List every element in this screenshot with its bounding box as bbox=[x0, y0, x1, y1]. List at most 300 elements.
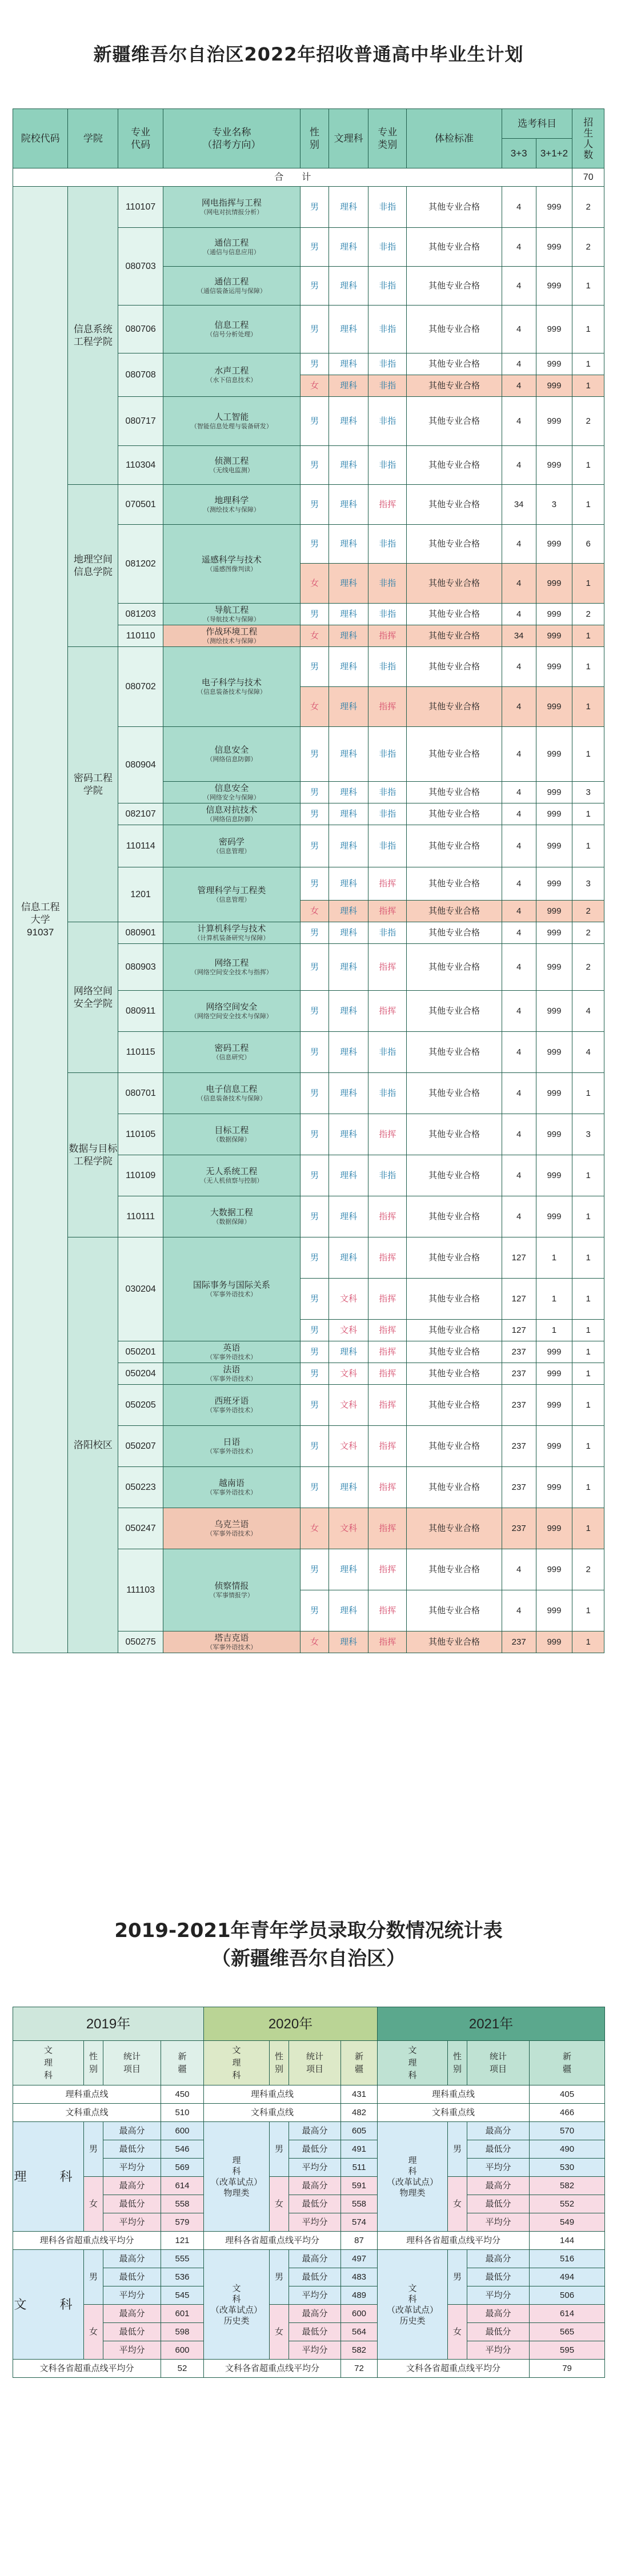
gender-cell: 男 bbox=[300, 1114, 328, 1155]
exam-standard-cell: 其他专业合格 bbox=[407, 1073, 502, 1114]
arts-label: 文 科 bbox=[13, 2250, 84, 2360]
stat-value: 601 bbox=[161, 2305, 204, 2323]
subject-cell: 理科 bbox=[329, 187, 368, 228]
gender-cell: 男 bbox=[300, 782, 328, 803]
gender-cell: 男 bbox=[300, 397, 328, 446]
major-name-cell: 信息工程 （信号分析处理） bbox=[163, 306, 300, 353]
subject-3-1-2-cell: 999 bbox=[536, 901, 572, 922]
gender-cell: 男 bbox=[300, 306, 328, 353]
stat-label: 最高分 bbox=[467, 2177, 530, 2195]
header-gender: 性 别 bbox=[300, 109, 328, 168]
exam-standard-cell: 其他专业合格 bbox=[407, 1032, 502, 1073]
subject-3-1-2-cell: 999 bbox=[536, 687, 572, 727]
subject-3-3-cell: 237 bbox=[502, 1363, 536, 1385]
subject-3-3-cell: 237 bbox=[502, 1426, 536, 1467]
stat-value: 552 bbox=[530, 2195, 605, 2213]
major-code-cell: 110114 bbox=[118, 825, 163, 867]
gender-cell: 男 bbox=[300, 1155, 328, 1196]
college-cell: 地理空间 信息学院 bbox=[68, 485, 118, 647]
category-cell: 指挥 bbox=[368, 1196, 407, 1237]
stat-value: 536 bbox=[161, 2268, 204, 2286]
subject-3-3-cell: 4 bbox=[502, 1032, 536, 1073]
science-key-line-label: 理科重点线 bbox=[378, 2085, 530, 2104]
subject-cell: 理科 bbox=[329, 625, 368, 647]
subject-3-1-2-cell: 999 bbox=[536, 306, 572, 353]
quota-cell: 2 bbox=[572, 604, 604, 625]
college-cell: 洛阳校区 bbox=[68, 1237, 118, 1653]
category-cell: 指挥 bbox=[368, 901, 407, 922]
female-label: 女 bbox=[84, 2305, 103, 2360]
major-name-cell: 信息安全 （网络安全与保障） bbox=[163, 782, 300, 803]
plan-row bbox=[13, 1073, 604, 1114]
subject-3-1-2-cell: 999 bbox=[536, 944, 572, 991]
stat-value: 598 bbox=[161, 2323, 204, 2341]
major-code-cell: 030204 bbox=[118, 1237, 163, 1341]
subject-cell: 理科 bbox=[329, 991, 368, 1032]
category-cell: 非指 bbox=[368, 922, 407, 944]
major-name-cell: 遥感科学与技术 （遥感图像判读） bbox=[163, 525, 300, 604]
subject-3-3-cell: 4 bbox=[502, 267, 536, 306]
stat-value: 549 bbox=[530, 2213, 605, 2232]
exam-standard-cell: 其他专业合格 bbox=[407, 825, 502, 867]
quota-cell: 2 bbox=[572, 922, 604, 944]
science-over-label: 理科各省超重点线平均分 bbox=[378, 2232, 530, 2250]
male-label: 男 bbox=[84, 2122, 103, 2177]
subject-cell: 理科 bbox=[329, 1631, 368, 1653]
subject-3-1-2-cell: 999 bbox=[536, 1155, 572, 1196]
major-name-cell: 大数据工程 （数据保障） bbox=[163, 1196, 300, 1237]
subject-3-1-2-cell: 999 bbox=[536, 1467, 572, 1508]
subject-cell: 理科 bbox=[329, 397, 368, 446]
major-name-cell: 网络工程 （网络空间安全技术与指挥） bbox=[163, 944, 300, 991]
major-code-cell: 080706 bbox=[118, 306, 163, 353]
arts-key-line-value: 466 bbox=[530, 2104, 605, 2122]
stat-value: 511 bbox=[341, 2159, 378, 2177]
exam-standard-cell: 其他专业合格 bbox=[407, 867, 502, 901]
subject-3-3-cell: 4 bbox=[502, 1196, 536, 1237]
category-cell: 非指 bbox=[368, 446, 407, 485]
gender-cell: 男 bbox=[300, 991, 328, 1032]
stat-label: 最高分 bbox=[103, 2177, 161, 2195]
major-name-cell: 电子信息工程 （信息装备技术与保障） bbox=[163, 1073, 300, 1114]
gender-cell: 男 bbox=[300, 944, 328, 991]
science-over-value: 87 bbox=[341, 2232, 378, 2250]
science-over-value: 121 bbox=[161, 2232, 204, 2250]
category-cell: 指挥 bbox=[368, 1426, 407, 1467]
gender-cell: 男 bbox=[300, 446, 328, 485]
quota-cell: 1 bbox=[572, 446, 604, 485]
subject-3-1-2-cell: 999 bbox=[536, 1508, 572, 1549]
major-name-cell: 导航工程 （导航技术与保障） bbox=[163, 604, 300, 625]
stat-label: 最高分 bbox=[289, 2250, 341, 2268]
subject-cell: 理科 bbox=[329, 803, 368, 825]
stat-value: 546 bbox=[161, 2140, 204, 2159]
quota-cell: 1 bbox=[572, 1590, 604, 1631]
gender-cell: 女 bbox=[300, 564, 328, 604]
category-cell: 指挥 bbox=[368, 687, 407, 727]
major-code-cell: 080702 bbox=[118, 647, 163, 727]
category-cell: 指挥 bbox=[368, 1237, 407, 1279]
quota-cell: 3 bbox=[572, 782, 604, 803]
category-cell: 非指 bbox=[368, 604, 407, 625]
category-cell: 指挥 bbox=[368, 1549, 407, 1590]
subject-3-3-cell: 4 bbox=[502, 782, 536, 803]
major-code-cell: 082107 bbox=[118, 803, 163, 825]
stat-label: 最高分 bbox=[103, 2305, 161, 2323]
arts-over-value: 52 bbox=[161, 2360, 204, 2378]
quota-cell: 3 bbox=[572, 1114, 604, 1155]
subject-cell: 文科 bbox=[329, 1320, 368, 1341]
male-label: 男 bbox=[270, 2122, 289, 2177]
subject-cell: 理科 bbox=[329, 1196, 368, 1237]
gender-cell: 女 bbox=[300, 375, 328, 397]
subject-3-3-cell: 34 bbox=[502, 625, 536, 647]
gender-cell: 男 bbox=[300, 1320, 328, 1341]
subject-3-3-cell: 4 bbox=[502, 901, 536, 922]
subject-3-3-cell: 4 bbox=[502, 1590, 536, 1631]
major-code-cell: 080703 bbox=[118, 228, 163, 306]
year-2019-header: 2019年 bbox=[13, 2007, 204, 2041]
major-name-cell: 密码工程 （信息研究） bbox=[163, 1032, 300, 1073]
arts-key-line-label: 文科重点线 bbox=[13, 2104, 161, 2122]
quota-cell: 2 bbox=[572, 1549, 604, 1590]
plan-row bbox=[13, 922, 604, 944]
quota-cell: 2 bbox=[572, 944, 604, 991]
major-name-cell: 法语 （军事外语技术） bbox=[163, 1363, 300, 1385]
category-cell: 非指 bbox=[368, 187, 407, 228]
major-name-cell: 乌克兰语 （军事外语技术） bbox=[163, 1508, 300, 1549]
major-name-cell: 电子科学与技术 （信息装备技术与保障） bbox=[163, 647, 300, 727]
quota-cell: 1 bbox=[572, 306, 604, 353]
stat-label: 平均分 bbox=[103, 2341, 161, 2360]
exam-standard-cell: 其他专业合格 bbox=[407, 187, 502, 228]
female-label: 女 bbox=[84, 2177, 103, 2232]
plan-row bbox=[13, 187, 604, 228]
subject-cell: 理科 bbox=[329, 867, 368, 901]
subject-3-1-2-cell: 999 bbox=[536, 228, 572, 267]
exam-standard-cell: 其他专业合格 bbox=[407, 625, 502, 647]
arts-over-label: 文科各省超重点线平均分 bbox=[378, 2360, 530, 2378]
gender-cell: 男 bbox=[300, 1590, 328, 1631]
exam-standard-cell: 其他专业合格 bbox=[407, 564, 502, 604]
major-name-cell: 侦测工程 （无线电监测） bbox=[163, 446, 300, 485]
exam-standard-cell: 其他专业合格 bbox=[407, 687, 502, 727]
stat-label: 平均分 bbox=[289, 2213, 341, 2232]
stat-label: 最高分 bbox=[289, 2305, 341, 2323]
stat-label: 最低分 bbox=[103, 2195, 161, 2213]
category-cell: 指挥 bbox=[368, 1385, 407, 1426]
subject-cell: 理科 bbox=[329, 687, 368, 727]
stat-value: 600 bbox=[341, 2305, 378, 2323]
gender-cell: 男 bbox=[300, 485, 328, 525]
item-header: 统计 项目 bbox=[467, 2041, 530, 2085]
exam-standard-cell: 其他专业合格 bbox=[407, 647, 502, 687]
category-cell: 非指 bbox=[368, 267, 407, 306]
header-quota: 招 生 人 数 bbox=[572, 109, 604, 168]
subject-3-1-2-cell: 999 bbox=[536, 353, 572, 375]
total-value: 70 bbox=[572, 168, 604, 187]
xj-header: 新 疆 bbox=[341, 2041, 378, 2085]
subject-cell: 理科 bbox=[329, 525, 368, 564]
subject-cell: 理科 bbox=[329, 825, 368, 867]
subject-3-1-2-cell: 999 bbox=[536, 1631, 572, 1653]
header-subject-type: 文理科 bbox=[329, 109, 368, 168]
category-cell: 非指 bbox=[368, 375, 407, 397]
quota-cell: 1 bbox=[572, 1426, 604, 1467]
school-cell: 信息工程 大学 91037 bbox=[13, 187, 68, 1653]
category-cell: 非指 bbox=[368, 825, 407, 867]
subject-3-1-2-cell: 999 bbox=[536, 625, 572, 647]
gender-cell: 男 bbox=[300, 803, 328, 825]
subject-3-3-cell: 4 bbox=[502, 922, 536, 944]
quota-cell: 1 bbox=[572, 625, 604, 647]
quota-cell: 2 bbox=[572, 901, 604, 922]
subject-3-3-cell: 4 bbox=[502, 1073, 536, 1114]
science-key-line-value: 450 bbox=[161, 2085, 204, 2104]
subject-cell: 文科 bbox=[329, 1279, 368, 1320]
arts-over-value: 79 bbox=[530, 2360, 605, 2378]
stat-value: 491 bbox=[341, 2140, 378, 2159]
science-key-line-label: 理科重点线 bbox=[204, 2085, 341, 2104]
male-label: 男 bbox=[84, 2250, 103, 2305]
header-major-code: 专业 代码 bbox=[118, 109, 163, 168]
major-code-cell: 080708 bbox=[118, 353, 163, 397]
quota-cell: 1 bbox=[572, 1467, 604, 1508]
gender-cell: 男 bbox=[300, 228, 328, 267]
stat-label: 平均分 bbox=[467, 2159, 530, 2177]
gender-cell: 男 bbox=[300, 187, 328, 228]
subject-cell: 理科 bbox=[329, 446, 368, 485]
subject-3-3-cell: 4 bbox=[502, 446, 536, 485]
exam-standard-cell: 其他专业合格 bbox=[407, 1549, 502, 1590]
science-over-label: 理科各省超重点线平均分 bbox=[204, 2232, 341, 2250]
stat-value: 490 bbox=[530, 2140, 605, 2159]
quota-cell: 1 bbox=[572, 1385, 604, 1426]
major-name-cell: 网络空间安全 （网络空间安全技术与保障） bbox=[163, 991, 300, 1032]
arts-over-value: 72 bbox=[341, 2360, 378, 2378]
subject-cell: 理科 bbox=[329, 1073, 368, 1114]
subject-3-1-2-cell: 999 bbox=[536, 267, 572, 306]
stat-label: 平均分 bbox=[467, 2341, 530, 2360]
exam-standard-cell: 其他专业合格 bbox=[407, 228, 502, 267]
category-cell: 非指 bbox=[368, 803, 407, 825]
quota-cell: 3 bbox=[572, 867, 604, 901]
gender-cell: 男 bbox=[300, 1341, 328, 1363]
subject-cell: 理科 bbox=[329, 564, 368, 604]
exam-standard-cell: 其他专业合格 bbox=[407, 1385, 502, 1426]
quota-cell: 4 bbox=[572, 1032, 604, 1073]
subject-3-3-cell: 4 bbox=[502, 375, 536, 397]
stat-label: 平均分 bbox=[103, 2213, 161, 2232]
exam-standard-cell: 其他专业合格 bbox=[407, 353, 502, 375]
gender-header: 性 别 bbox=[270, 2041, 289, 2085]
admission-score-table bbox=[13, 2007, 605, 2378]
subject-3-1-2-cell: 999 bbox=[536, 446, 572, 485]
exam-standard-cell: 其他专业合格 bbox=[407, 901, 502, 922]
header-subjects: 选考科目 bbox=[502, 109, 572, 139]
subject-3-3-cell: 4 bbox=[502, 1114, 536, 1155]
major-code-cell: 080911 bbox=[118, 991, 163, 1032]
stat-label: 最高分 bbox=[467, 2122, 530, 2140]
major-code-cell: 050247 bbox=[118, 1508, 163, 1549]
plan-row bbox=[13, 485, 604, 525]
major-name-cell: 管理科学与工程类 （信息管理） bbox=[163, 867, 300, 922]
major-name-cell: 网电指挥与工程 （网电对抗情报分析） bbox=[163, 187, 300, 228]
college-cell: 信息系统 工程学院 bbox=[68, 187, 118, 485]
enrollment-plan-table bbox=[13, 108, 604, 1653]
subject-3-3-cell: 4 bbox=[502, 1549, 536, 1590]
major-code-cell: 081203 bbox=[118, 604, 163, 625]
college-cell: 网络空间 安全学院 bbox=[68, 922, 118, 1073]
quota-cell: 1 bbox=[572, 375, 604, 397]
stat-label: 最低分 bbox=[103, 2323, 161, 2341]
stat-value: 582 bbox=[530, 2177, 605, 2195]
subject-3-1-2-cell: 1 bbox=[536, 1279, 572, 1320]
subject-3-1-2-cell: 999 bbox=[536, 1385, 572, 1426]
quota-cell: 1 bbox=[572, 1237, 604, 1279]
gender-cell: 男 bbox=[300, 353, 328, 375]
science-key-line-label: 理科重点线 bbox=[13, 2085, 161, 2104]
major-code-cell: 110105 bbox=[118, 1114, 163, 1155]
subject-3-3-cell: 4 bbox=[502, 647, 536, 687]
subject-cell: 文科 bbox=[329, 1508, 368, 1549]
major-code-cell: 080904 bbox=[118, 727, 163, 803]
category-cell: 指挥 bbox=[368, 1631, 407, 1653]
category-cell: 指挥 bbox=[368, 991, 407, 1032]
exam-standard-cell: 其他专业合格 bbox=[407, 1114, 502, 1155]
stat-label: 平均分 bbox=[103, 2286, 161, 2305]
exam-standard-cell: 其他专业合格 bbox=[407, 267, 502, 306]
exam-standard-cell: 其他专业合格 bbox=[407, 1467, 502, 1508]
exam-standard-cell: 其他专业合格 bbox=[407, 727, 502, 782]
gender-cell: 男 bbox=[300, 1426, 328, 1467]
category-cell: 指挥 bbox=[368, 1341, 407, 1363]
header-3-3: 3+3 bbox=[502, 139, 536, 168]
subject-cell: 理科 bbox=[329, 1341, 368, 1363]
science-key-line-value: 431 bbox=[341, 2085, 378, 2104]
subject-3-3-cell: 4 bbox=[502, 187, 536, 228]
major-code-cell: 081202 bbox=[118, 525, 163, 604]
gender-cell: 男 bbox=[300, 1549, 328, 1590]
xj-header: 新 疆 bbox=[530, 2041, 605, 2085]
subject-3-1-2-cell: 1 bbox=[536, 1237, 572, 1279]
subject-3-3-cell: 4 bbox=[502, 306, 536, 353]
subject-3-3-cell: 237 bbox=[502, 1467, 536, 1508]
gender-cell: 男 bbox=[300, 1467, 328, 1508]
subject-3-3-cell: 4 bbox=[502, 397, 536, 446]
gender-cell: 女 bbox=[300, 1508, 328, 1549]
quota-cell: 1 bbox=[572, 1341, 604, 1363]
gender-cell: 男 bbox=[300, 525, 328, 564]
subject-3-3-cell: 127 bbox=[502, 1320, 536, 1341]
female-label: 女 bbox=[270, 2305, 289, 2360]
quota-cell: 2 bbox=[572, 228, 604, 267]
exam-standard-cell: 其他专业合格 bbox=[407, 306, 502, 353]
subject-cell: 理科 bbox=[329, 306, 368, 353]
subject-cell: 理科 bbox=[329, 353, 368, 375]
gender-cell: 男 bbox=[300, 825, 328, 867]
stat-value: 579 bbox=[161, 2213, 204, 2232]
category-cell: 非指 bbox=[368, 1032, 407, 1073]
subject-3-1-2-cell: 999 bbox=[536, 782, 572, 803]
gender-cell: 男 bbox=[300, 1385, 328, 1426]
major-code-cell: 050204 bbox=[118, 1363, 163, 1385]
category-cell: 非指 bbox=[368, 306, 407, 353]
exam-standard-cell: 其他专业合格 bbox=[407, 1631, 502, 1653]
category-cell: 指挥 bbox=[368, 1363, 407, 1385]
category-cell: 非指 bbox=[368, 397, 407, 446]
quota-cell: 1 bbox=[572, 1631, 604, 1653]
exam-standard-cell: 其他专业合格 bbox=[407, 1155, 502, 1196]
exam-standard-cell: 其他专业合格 bbox=[407, 944, 502, 991]
exam-standard-cell: 其他专业合格 bbox=[407, 446, 502, 485]
stat-value: 595 bbox=[530, 2341, 605, 2360]
subject-3-1-2-cell: 999 bbox=[536, 825, 572, 867]
subject-cell: 理科 bbox=[329, 727, 368, 782]
exam-standard-cell: 其他专业合格 bbox=[407, 397, 502, 446]
plan-row bbox=[13, 647, 604, 687]
quota-cell: 1 bbox=[572, 1320, 604, 1341]
exam-standard-cell: 其他专业合格 bbox=[407, 991, 502, 1032]
category-cell: 指挥 bbox=[368, 1590, 407, 1631]
arts-label: 文 科 （改革试点） 历史类 bbox=[204, 2250, 270, 2360]
year-2020-header: 2020年 bbox=[204, 2007, 378, 2041]
category-cell: 指挥 bbox=[368, 944, 407, 991]
quota-cell: 1 bbox=[572, 1155, 604, 1196]
subject-3-3-cell: 4 bbox=[502, 944, 536, 991]
science-label: 理 科 （改革试点） 物理类 bbox=[378, 2122, 448, 2232]
category-cell: 指挥 bbox=[368, 867, 407, 901]
gender-cell: 男 bbox=[300, 1279, 328, 1320]
stat-value: 565 bbox=[530, 2323, 605, 2341]
subject-3-3-cell: 4 bbox=[502, 228, 536, 267]
header-college: 学院 bbox=[68, 109, 118, 168]
arts-key-line-value: 482 bbox=[341, 2104, 378, 2122]
year-2021-header: 2021年 bbox=[378, 2007, 605, 2041]
stat-label: 最低分 bbox=[289, 2323, 341, 2341]
exam-standard-cell: 其他专业合格 bbox=[407, 1363, 502, 1385]
major-name-cell: 越南语 （军事外语技术） bbox=[163, 1467, 300, 1508]
total-label: 合 计 bbox=[13, 168, 572, 187]
stat-label: 最低分 bbox=[103, 2140, 161, 2159]
stat-value: 558 bbox=[161, 2195, 204, 2213]
stat-value: 600 bbox=[161, 2341, 204, 2360]
gender-cell: 男 bbox=[300, 1196, 328, 1237]
subject-3-3-cell: 4 bbox=[502, 825, 536, 867]
major-name-cell: 人工智能 （智能信息处理与装备研发） bbox=[163, 397, 300, 446]
major-code-cell: 110109 bbox=[118, 1155, 163, 1196]
subject-3-3-cell: 4 bbox=[502, 564, 536, 604]
major-name-cell: 信息对抗技术 （网络信息防御） bbox=[163, 803, 300, 825]
major-code-cell: 080901 bbox=[118, 922, 163, 944]
quota-cell: 1 bbox=[572, 803, 604, 825]
subject-3-1-2-cell: 999 bbox=[536, 187, 572, 228]
gender-cell: 男 bbox=[300, 727, 328, 782]
stat-label: 最低分 bbox=[467, 2268, 530, 2286]
category-cell: 非指 bbox=[368, 228, 407, 267]
stat-value: 494 bbox=[530, 2268, 605, 2286]
exam-standard-cell: 其他专业合格 bbox=[407, 1320, 502, 1341]
major-name-cell: 国际事务与国际关系 （军事外语技术） bbox=[163, 1237, 300, 1341]
subject-3-3-cell: 127 bbox=[502, 1237, 536, 1279]
gender-cell: 女 bbox=[300, 625, 328, 647]
stat-label: 最高分 bbox=[289, 2177, 341, 2195]
subject-cell: 理科 bbox=[329, 1590, 368, 1631]
quota-cell: 1 bbox=[572, 727, 604, 782]
exam-standard-cell: 其他专业合格 bbox=[407, 1341, 502, 1363]
category-cell: 指挥 bbox=[368, 1467, 407, 1508]
subject-cell: 文科 bbox=[329, 1363, 368, 1385]
